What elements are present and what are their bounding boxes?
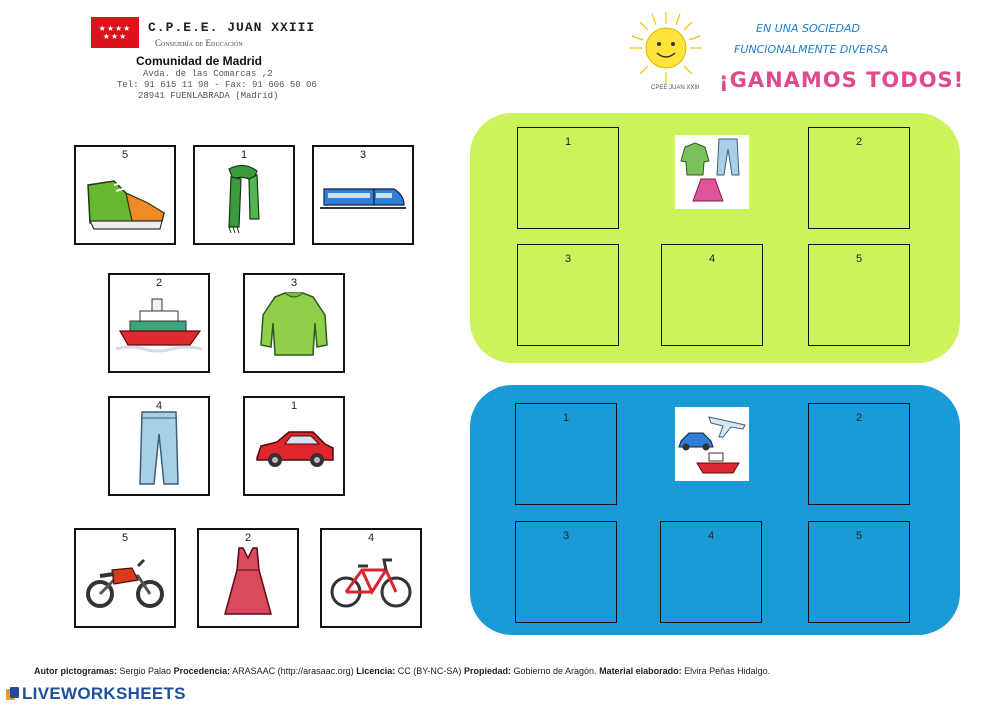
clothes-category-icon bbox=[675, 135, 749, 209]
clothing-slot-1[interactable]: 1 bbox=[517, 127, 619, 229]
card-scarf[interactable]: 1 bbox=[193, 145, 295, 245]
region-name: Comunidad de Madrid bbox=[136, 54, 262, 68]
card-bicycle[interactable]: 4 bbox=[320, 528, 422, 628]
train-icon bbox=[314, 147, 412, 243]
clothing-slot-2[interactable]: 2 bbox=[808, 127, 910, 229]
school-name: C.P.E.E. JUAN XXIII bbox=[148, 20, 316, 35]
dress-icon bbox=[199, 530, 297, 626]
transport-slot-1[interactable]: 1 bbox=[515, 403, 617, 505]
madrid-flag-logo: ★★★★ ★★★ bbox=[91, 17, 139, 48]
address-line-1: Avda. de las Comarcas ,2 bbox=[143, 69, 273, 79]
car-icon bbox=[245, 398, 343, 494]
scarf-icon bbox=[195, 147, 293, 243]
card-dress[interactable]: 2 bbox=[197, 528, 299, 628]
card-shoe[interactable]: 5 bbox=[74, 145, 176, 245]
credits-footer: Autor pictogramas: Sergio Palao Procedencia: ARASAAC (http://arasaac.org) Licencia: CC (BY-NC-SA) Propiedad: Gobierno de Aragón. Material elaborado: Elvira Peñas Hidalgo. bbox=[34, 666, 771, 676]
jeans-icon bbox=[110, 398, 208, 494]
card-jeans[interactable]: 4 bbox=[108, 396, 210, 496]
clothing-slot-4[interactable]: 4 bbox=[661, 244, 763, 346]
shoe-icon bbox=[76, 147, 174, 243]
sweater-icon bbox=[245, 275, 343, 371]
slogan-line-1: EN UNA SOCIEDAD bbox=[756, 22, 860, 35]
card-sweater[interactable]: 3 bbox=[243, 273, 345, 373]
sun-caption: CPEE JUAN XXIII bbox=[651, 85, 700, 91]
transport-slot-4[interactable]: 4 bbox=[660, 521, 762, 623]
sun-logo-icon bbox=[628, 10, 704, 86]
slogan-line-3: ¡GANAMOS TODOS! bbox=[719, 68, 965, 92]
address-line-2: Tel: 91 615 11 98 - Fax: 91 606 50 06 bbox=[117, 80, 317, 90]
clothing-slot-3[interactable]: 3 bbox=[517, 244, 619, 346]
card-ship[interactable]: 2 bbox=[108, 273, 210, 373]
ship-icon bbox=[110, 275, 208, 371]
bicycle-icon bbox=[322, 530, 420, 626]
consejeria-label: Consejería de Educación bbox=[155, 38, 243, 48]
liveworksheets-brand[interactable]: LIVEWORKSHEETS bbox=[22, 684, 186, 703]
card-car[interactable]: 1 bbox=[243, 396, 345, 496]
card-motorcycle[interactable]: 5 bbox=[74, 528, 176, 628]
address-line-3: 28941 FUENLABRADA (Madrid) bbox=[138, 91, 279, 101]
transport-panel bbox=[470, 385, 960, 635]
transport-category-icon bbox=[675, 407, 749, 481]
transport-slot-5[interactable]: 5 bbox=[808, 521, 910, 623]
liveworksheets-logo-icon bbox=[6, 687, 20, 701]
motorcycle-icon bbox=[76, 530, 174, 626]
clothing-slot-5[interactable]: 5 bbox=[808, 244, 910, 346]
transport-slot-2[interactable]: 2 bbox=[808, 403, 910, 505]
slogan-line-2: FUNCIONALMENTE DIVERSA bbox=[734, 43, 889, 56]
clothing-panel bbox=[470, 113, 960, 363]
card-train[interactable]: 3 bbox=[312, 145, 414, 245]
transport-slot-3[interactable]: 3 bbox=[515, 521, 617, 623]
